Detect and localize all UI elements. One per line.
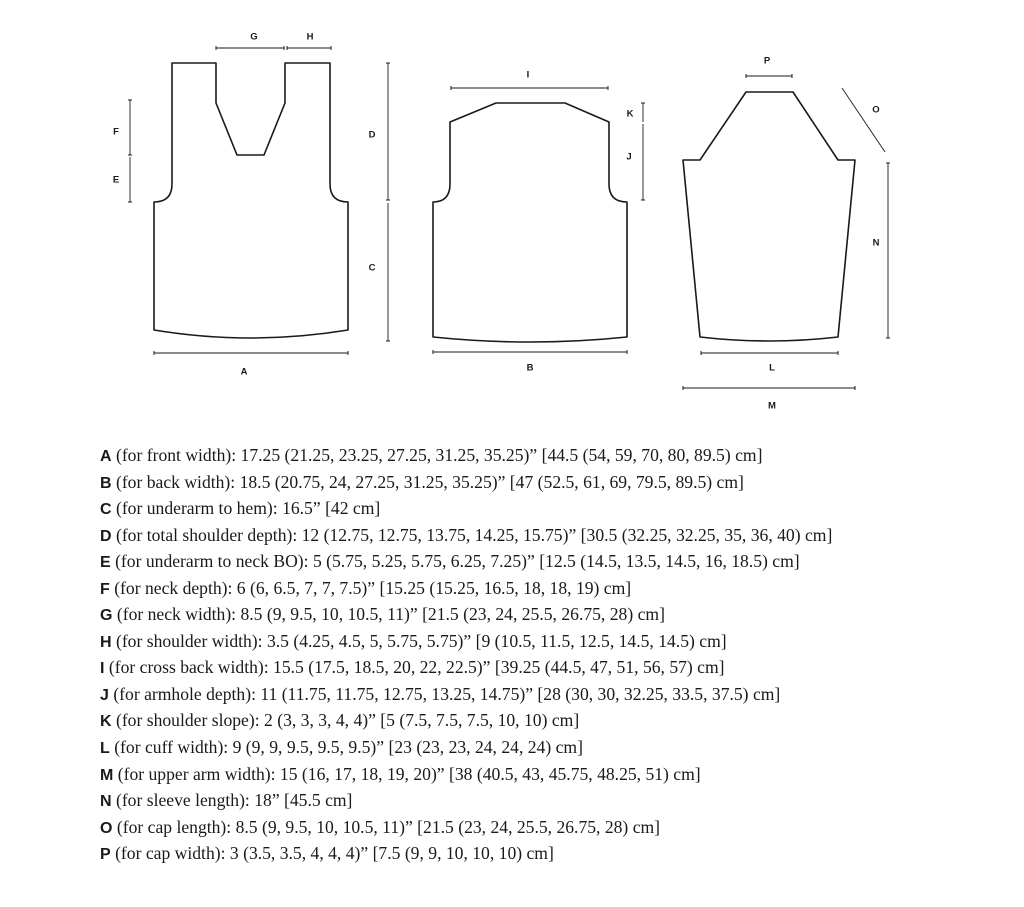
- label-a: A: [240, 366, 248, 378]
- dimension-line-p: [746, 74, 793, 78]
- label-n: N: [872, 237, 880, 249]
- dimension-line-f: [128, 100, 132, 156]
- garment-schematic: [0, 0, 1024, 430]
- sleeve-outline: [683, 92, 855, 341]
- label-m: M: [768, 400, 776, 412]
- measurement-row: J (for armhole depth): 11 (11.75, 11.75, 12.75, 13.25, 14.75)” [28 (30, 30, 32.25, 33.5, 37.5) cm]: [100, 683, 781, 704]
- measurement-row: O (for cap length): 8.5 (9, 9.5, 10, 10.5, 11)” [21.5 (23, 24, 25.5, 26.75, 28) cm]: [100, 816, 661, 837]
- dimension-line-l: [701, 351, 839, 355]
- label-c: C: [368, 262, 376, 274]
- dimension-line-o: [842, 88, 885, 152]
- measurement-row: B (for back width): 18.5 (20.75, 24, 27.25, 31.25, 35.25)” [47 (52.5, 61, 69, 79.5, 89.5) cm]: [100, 471, 744, 492]
- label-b: B: [526, 362, 534, 374]
- label-h: H: [306, 31, 314, 43]
- dimension-line-e: [128, 157, 132, 203]
- measurement-row: L (for cuff width): 9 (9, 9, 9.5, 9.5, 9.5)” [23 (23, 23, 24, 24, 24) cm]: [100, 737, 583, 758]
- measurement-row: K (for shoulder slope): 2 (3, 3, 3, 4, 4)” [5 (7.5, 7.5, 7.5, 10, 10) cm]: [100, 710, 580, 731]
- measurement-row: F (for neck depth): 6 (6, 6.5, 7, 7, 7.5)” [15.25 (15.25, 16.5, 18, 18, 19) cm]: [100, 577, 632, 598]
- dimension-line-b: [433, 350, 628, 354]
- label-i: I: [526, 69, 530, 81]
- back-piece-outline: [433, 103, 627, 342]
- measurement-row: D (for total shoulder depth): 12 (12.75, 12.75, 13.75, 14.25, 15.75)” [30.5 (32.25, 32.25, 35, 36, 40) cm]: [100, 524, 833, 545]
- measurement-row: I (for cross back width): 15.5 (17.5, 18.5, 20, 22, 22.5)” [39.25 (44.5, 47, 51, 56, 57) cm]: [100, 657, 725, 678]
- label-e: E: [112, 174, 120, 186]
- label-d: D: [368, 129, 376, 141]
- dimension-line-n: [886, 163, 890, 339]
- label-o: O: [872, 104, 880, 116]
- dimension-line-h: [287, 46, 332, 50]
- label-k: K: [626, 108, 634, 120]
- dimension-line-m: [683, 386, 856, 390]
- measurement-row: A (for front width): 17.25 (21.25, 23.25, 27.25, 31.25, 35.25)” [44.5 (54, 59, 70, 80, 89.5) cm]: [100, 445, 763, 465]
- measurement-row: P (for cap width): 3 (3.5, 3.5, 4, 4, 4)” [7.5 (9, 9, 10, 10, 10) cm]: [100, 843, 554, 864]
- measurement-row: C (for underarm to hem): 16.5” [42 cm]: [100, 498, 381, 519]
- measurement-row: M (for upper arm width): 15 (16, 17, 18, 19, 20)” [38 (40.5, 43, 45.75, 48.25, 51) cm]: [100, 763, 701, 784]
- measurement-row: G (for neck width): 8.5 (9, 9.5, 10, 10.5, 11)” [21.5 (23, 24, 25.5, 26.75, 28) cm]: [100, 604, 665, 625]
- dimension-line-c: [386, 203, 390, 342]
- dimension-line-d: [386, 63, 390, 201]
- dimension-line-j: [641, 124, 645, 201]
- label-j: J: [626, 151, 632, 163]
- label-p: P: [763, 55, 771, 67]
- label-l: L: [769, 362, 775, 374]
- dimension-line-i: [451, 86, 609, 90]
- dimension-line-a: [154, 351, 349, 355]
- label-f: F: [113, 126, 119, 138]
- measurement-row: N (for sleeve length): 18” [45.5 cm]: [100, 790, 353, 811]
- measurement-row: H (for shoulder width): 3.5 (4.25, 4.5, 5, 5.75, 5.75)” [9 (10.5, 11.5, 12.5, 14.5, 14.5) cm]: [100, 630, 727, 651]
- dimension-line-g: [216, 46, 285, 50]
- label-g: G: [250, 31, 258, 43]
- measurement-row: E (for underarm to neck BO): 5 (5.75, 5.25, 5.75, 6.25, 7.25)” [12.5 (14.5, 13.5, 14.5, 16, 18.5) cm]: [100, 551, 800, 572]
- dimension-line-k: [641, 103, 645, 123]
- front-piece-outline: [154, 63, 348, 338]
- measurement-list: [100, 443, 1000, 868]
